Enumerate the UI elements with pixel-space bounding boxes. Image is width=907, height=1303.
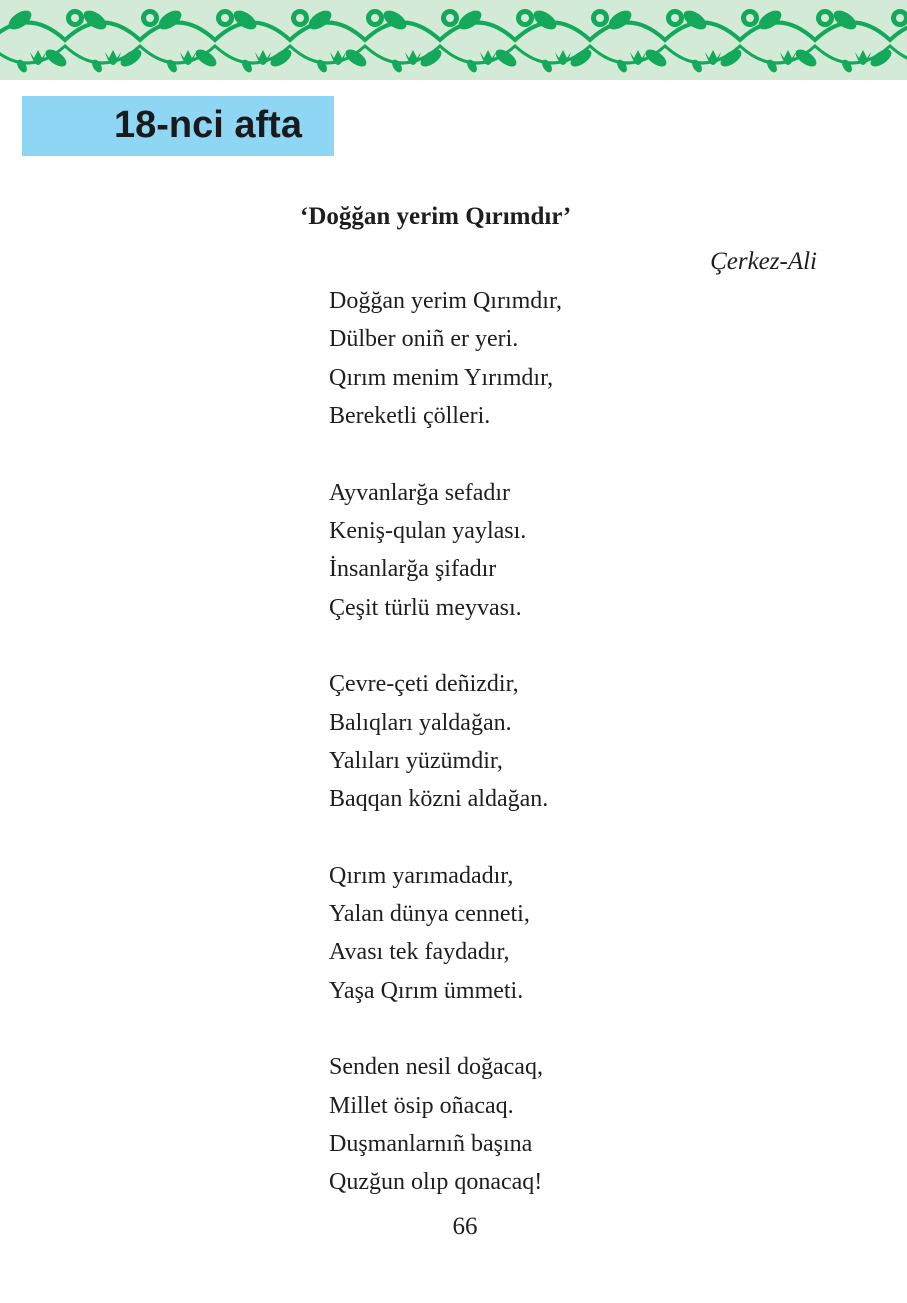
poem-line: Balıqları yaldağan. [329,709,512,736]
poem-line: Ayvanlarğa sefadır [329,479,511,506]
poem-line: Qırım menim Yırımdır, [329,364,554,391]
poem-body [329,286,562,1244]
floral-ornament-band [0,0,907,80]
poem-line: Yalıları yüzümdir, [329,747,503,774]
floral-vine-ornament-icon [0,0,907,80]
stanza [329,478,562,632]
poem-line: Çevre-çeti deñizdir, [329,671,519,698]
poem-author: Çerkez-Ali [710,248,817,275]
stanza [329,286,562,440]
poem-line: Avası tek faydadır, [329,939,510,966]
poem-line: Doğğan yerim Qırımdır, [329,288,562,314]
stanza [329,861,562,1015]
poem-line: Baqqan közni aldağan. [329,786,549,813]
poem-line: Senden nesil doğacaq, [329,1054,543,1081]
stanza [329,669,562,823]
week-banner [22,96,334,156]
poem-line: Qırım yarımadadır, [329,862,514,889]
poem-line: Yalan dünya cenneti, [329,901,530,928]
poem-line: Çeşit türlü meyvası. [329,594,522,621]
poem-line: İnsanlarğa şifadır [329,556,497,583]
poem-line: Keniş-qulan yaylası. [329,517,527,544]
poem-title: ‘Doğğan yerim Qırımdır’ [300,203,572,230]
poem-line: Millet ösip oñacaq. [329,1092,514,1119]
stanza [329,1052,562,1206]
poem-line: Yaşa Qırım ümmeti. [329,977,524,1004]
week-title: 18-nci afta [114,104,302,146]
poem-line: Bereketli çölleri. [329,403,491,430]
poem-line: Duşmanlarnıñ başına [329,1131,533,1158]
page-number: 66 [452,1213,478,1240]
poem-line: Quzğun olıp qonacaq! [329,1169,543,1196]
poem-line: Dülber oniñ er yeri. [329,326,519,353]
